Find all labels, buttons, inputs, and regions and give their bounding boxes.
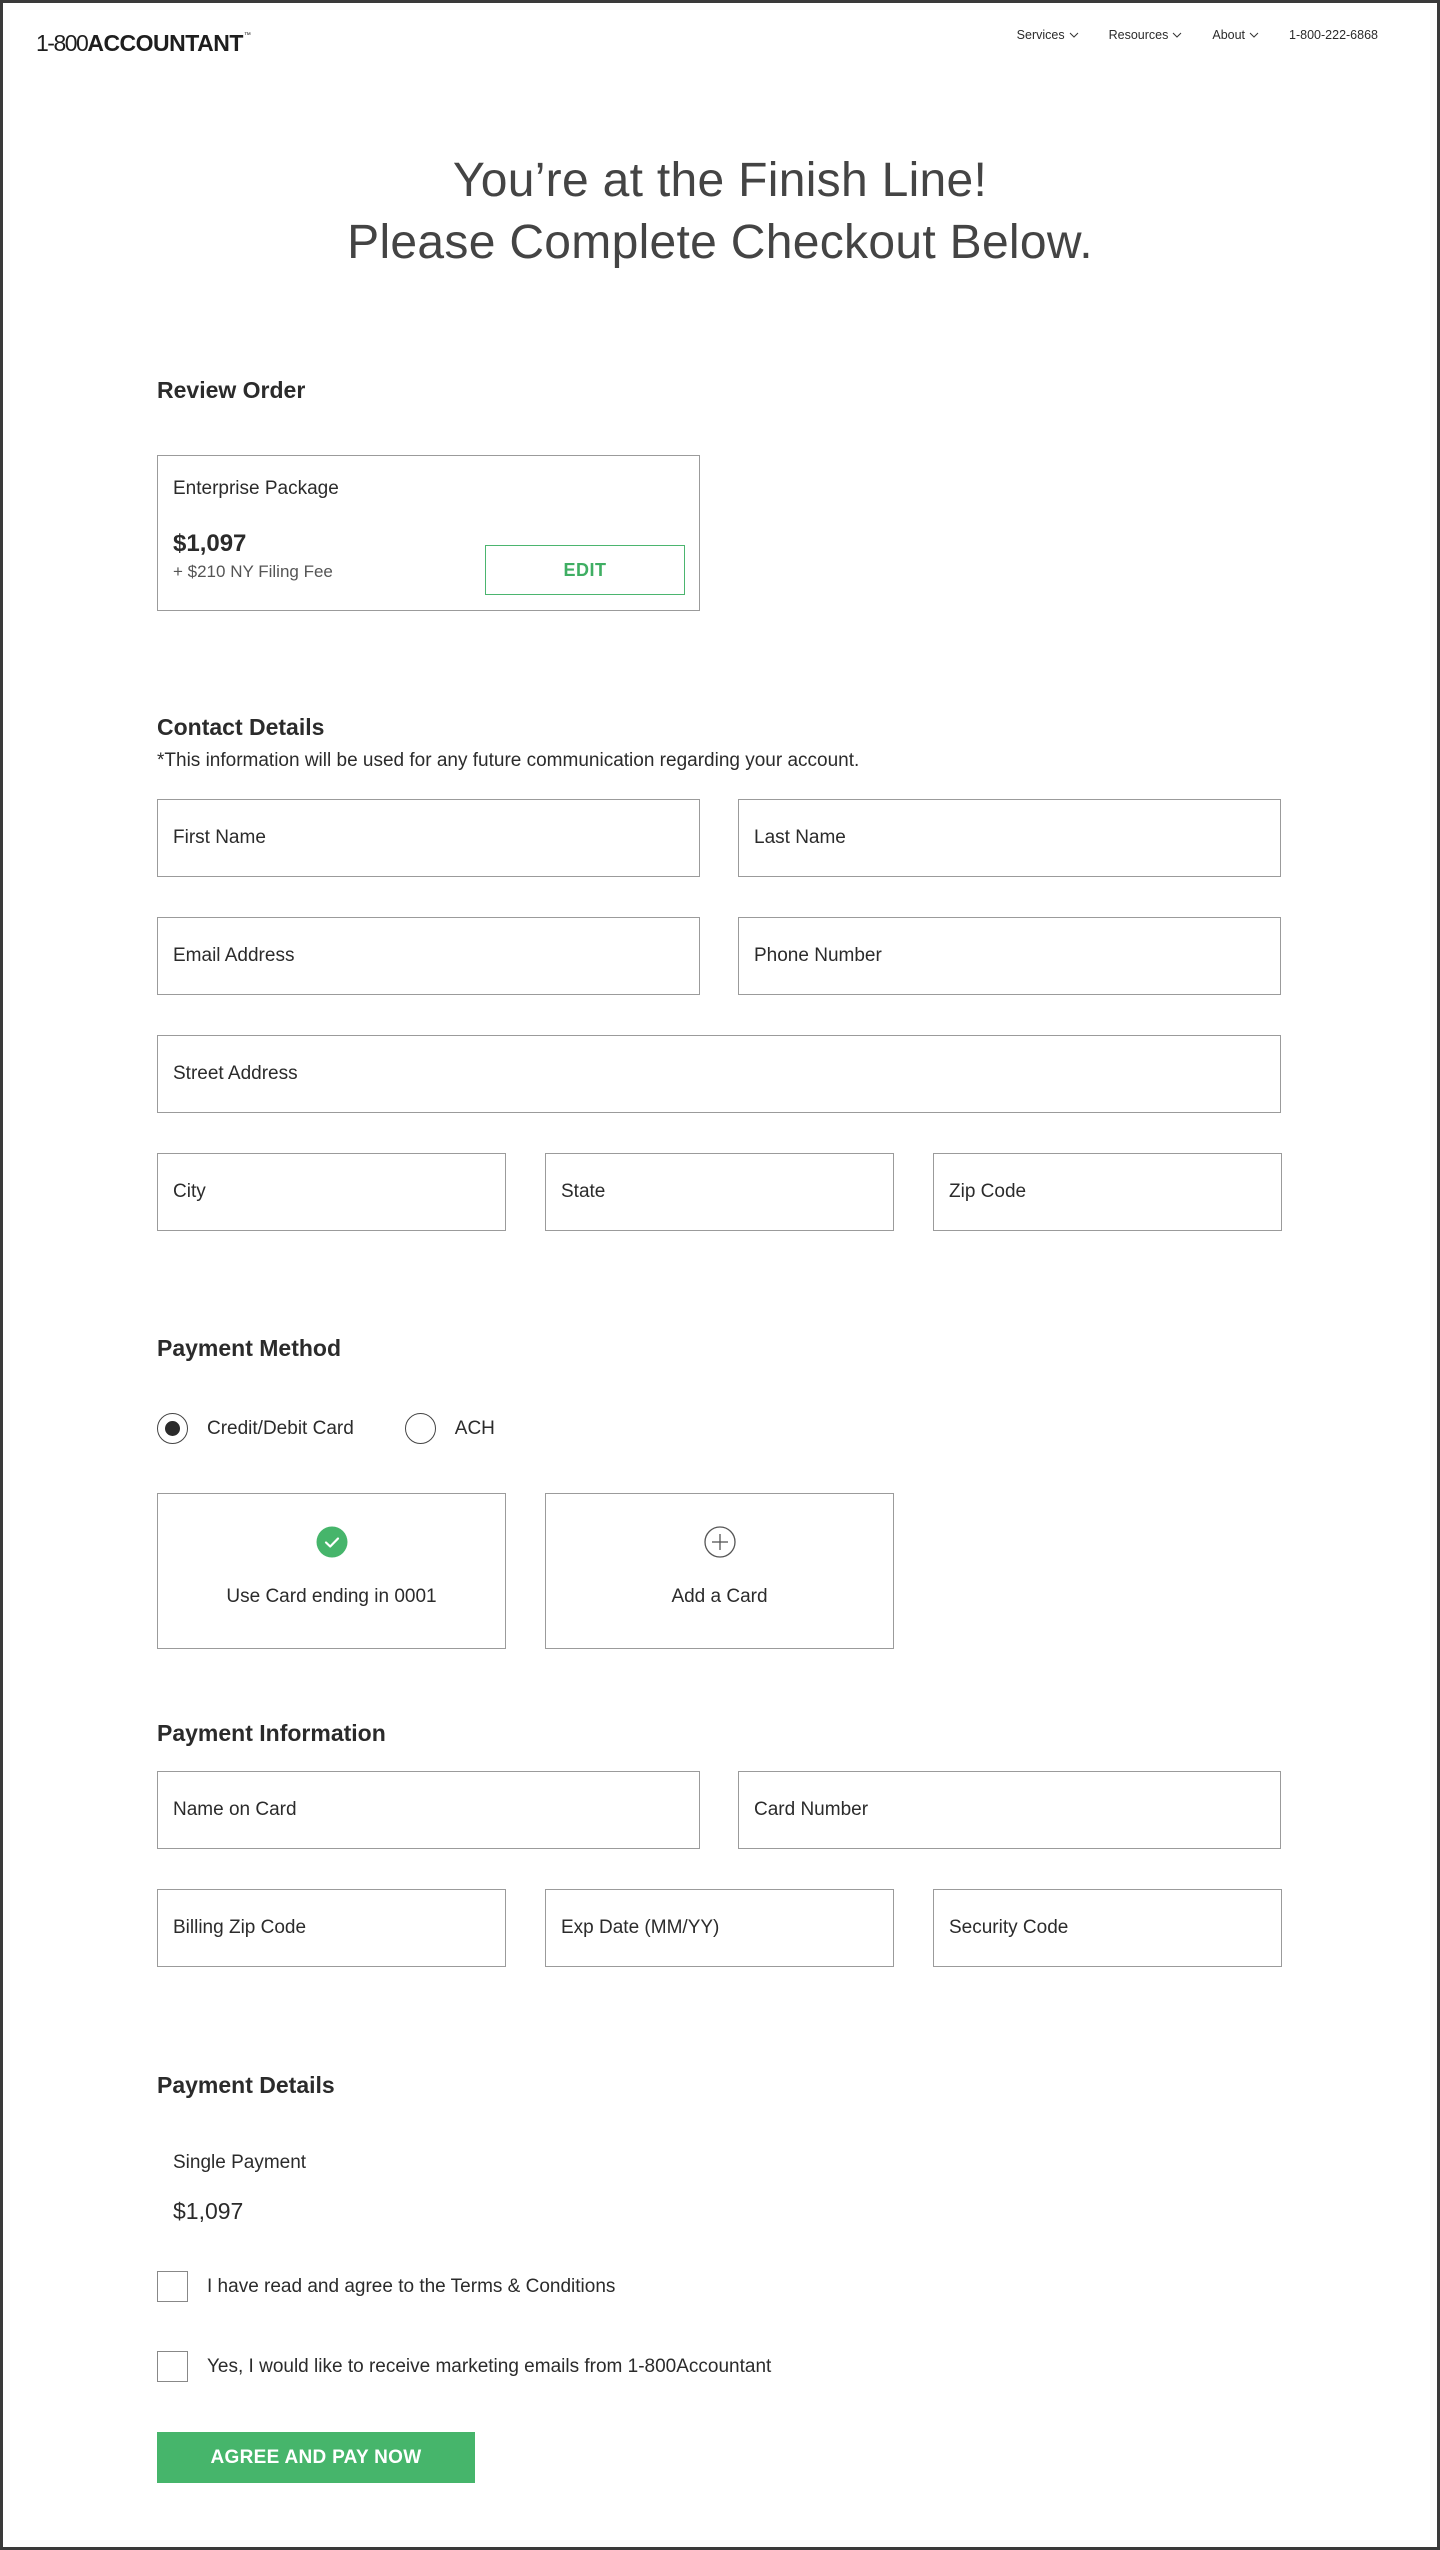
- last-name-field[interactable]: [738, 799, 1281, 877]
- radio-button[interactable]: [405, 1413, 436, 1444]
- nav-phone-link[interactable]: [1289, 28, 1378, 42]
- city-input[interactable]: [158, 1154, 505, 1230]
- add-card-option[interactable]: [545, 1493, 894, 1649]
- page-title-line-1: You’re at the Finish Line!: [452, 154, 988, 207]
- street-address-input[interactable]: [158, 1036, 1280, 1112]
- city-field[interactable]: [157, 1153, 506, 1231]
- filing-fee: + $210 NY Filing Fee: [173, 562, 333, 581]
- payment-method-heading: Payment Method: [157, 1335, 342, 1361]
- email-input[interactable]: [158, 918, 699, 994]
- review-order-heading: Review Order: [157, 377, 306, 403]
- add-card-label: Add a Card: [671, 1586, 768, 1607]
- marketing-checkbox-label: Yes, I would like to receive marketing emails from 1-800Accountant: [207, 2355, 772, 2377]
- marketing-checkbox[interactable]: [157, 2351, 188, 2382]
- zip-code-field[interactable]: [933, 1153, 1282, 1231]
- payment-method-options: [157, 1413, 495, 1444]
- edit-order-button[interactable]: EDIT: [485, 545, 685, 595]
- terms-checkbox[interactable]: [157, 2271, 188, 2302]
- terms-checkbox-label: I have read and agree to the Terms & Conditions: [207, 2275, 616, 2297]
- phone-number: 1-800-222-6868: [1289, 28, 1378, 42]
- chevron-down-icon: [1172, 30, 1182, 40]
- nav-item-label: Resources: [1108, 28, 1169, 42]
- last-name-input[interactable]: [739, 800, 1280, 876]
- company-logo[interactable]: [36, 30, 250, 57]
- saved-card-option[interactable]: [157, 1493, 506, 1649]
- state-field[interactable]: [545, 1153, 894, 1231]
- radio-button-selected[interactable]: [157, 1413, 188, 1444]
- marketing-checkbox-row[interactable]: [157, 2351, 771, 2382]
- phone-input[interactable]: [739, 918, 1280, 994]
- contact-details-note: *This information will be used for any future communication regarding your account.: [157, 750, 860, 771]
- security-code-field[interactable]: [933, 1889, 1282, 1967]
- exp-date-field[interactable]: [545, 1889, 894, 1967]
- logo-trademark: ™: [243, 32, 251, 39]
- payment-information-heading: Payment Information: [157, 1720, 386, 1746]
- email-field[interactable]: [157, 917, 700, 995]
- nav-item-about[interactable]: [1212, 28, 1259, 42]
- check-circle-icon: [316, 1526, 348, 1558]
- phone-field[interactable]: [738, 917, 1281, 995]
- logo-word: ACCOUNTANT: [87, 30, 243, 56]
- nav-item-resources[interactable]: [1109, 28, 1183, 42]
- top-nav: [1017, 28, 1378, 42]
- first-name-input[interactable]: [158, 800, 699, 876]
- payment-plan-label: Single Payment: [173, 2152, 307, 2173]
- billing-zip-input[interactable]: [158, 1890, 505, 1966]
- radio-dot-icon: [165, 1421, 180, 1436]
- nav-item-services[interactable]: [1017, 28, 1079, 42]
- chevron-down-icon: [1249, 30, 1259, 40]
- card-number-input[interactable]: [739, 1772, 1280, 1848]
- security-code-input[interactable]: [934, 1890, 1281, 1966]
- radio-ach[interactable]: [405, 1413, 495, 1444]
- saved-card-label: Use Card ending in 0001: [226, 1586, 437, 1607]
- nav-item-label: About: [1212, 28, 1246, 42]
- package-name: Enterprise Package: [173, 478, 339, 499]
- radio-label: ACH: [454, 1417, 495, 1439]
- payment-amount: $1,097: [173, 2198, 244, 2224]
- billing-zip-field[interactable]: [157, 1889, 506, 1967]
- first-name-field[interactable]: [157, 799, 700, 877]
- terms-checkbox-row[interactable]: [157, 2271, 615, 2302]
- contact-details-heading: Contact Details: [157, 714, 325, 740]
- radio-label: Credit/Debit Card: [207, 1417, 354, 1439]
- package-price: $1,097: [173, 530, 247, 557]
- chevron-down-icon: [1069, 30, 1079, 40]
- name-on-card-input[interactable]: [158, 1772, 699, 1848]
- card-number-field[interactable]: [738, 1771, 1281, 1849]
- nav-item-label: Services: [1016, 28, 1065, 42]
- plus-circle-icon: [704, 1526, 736, 1558]
- page-title-line-2: Please Complete Checkout Below.: [347, 216, 1093, 269]
- agree-and-pay-button[interactable]: AGREE AND PAY NOW: [157, 2432, 475, 2483]
- payment-details-heading: Payment Details: [157, 2072, 335, 2098]
- name-on-card-field[interactable]: [157, 1771, 700, 1849]
- exp-date-input[interactable]: [546, 1890, 893, 1966]
- state-input[interactable]: [546, 1154, 893, 1230]
- page-title: [0, 150, 1440, 274]
- radio-credit-debit-card[interactable]: [157, 1413, 354, 1444]
- logo-number: 1-800: [36, 30, 88, 56]
- order-summary-card: [157, 455, 700, 611]
- zip-code-input[interactable]: [934, 1154, 1281, 1230]
- street-address-field[interactable]: [157, 1035, 1281, 1113]
